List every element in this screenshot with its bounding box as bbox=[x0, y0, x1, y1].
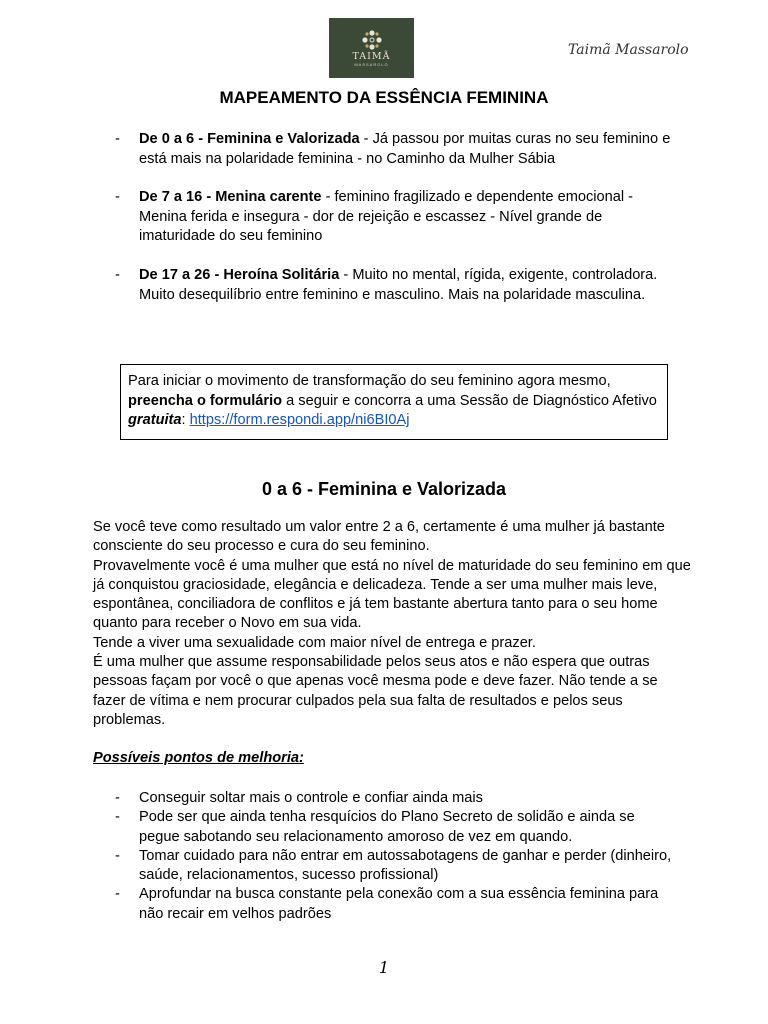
flower-logo-icon bbox=[361, 29, 383, 51]
list-item: - Conseguir soltar mais o controle e confiar ainda mais bbox=[115, 790, 483, 806]
logo-subtitle: MASSAROLO bbox=[354, 62, 389, 67]
callout-text: Para iniciar o movimento de transformação do seu feminino agora mesmo, bbox=[128, 373, 611, 389]
score-ranges-list bbox=[115, 130, 675, 324]
range-text: - Muito no mental, rígida, exigente, controladora. Muito desequilíbrio entre feminino e masculino. Mais na polaridade masculina. bbox=[139, 266, 658, 303]
range-text: - Já passou por muitas curas no seu feminino e está mais na polaridade feminina - no Caminho da Mulher Sábia bbox=[139, 131, 671, 167]
improvements-list bbox=[115, 789, 675, 924]
improvement-text: Tomar cuidado para não entrar em autossabotagens de ganhar e perder (dinheiro, saúde, relacionamentos, sucesso profissional) bbox=[139, 847, 672, 884]
callout-text: a seguir e concorra a uma Sessão de Diagnóstico Afetivo bbox=[282, 392, 657, 409]
callout-bold-text: preencha o formulário bbox=[128, 392, 283, 409]
form-link[interactable]: https://form.respondi.app/ni6BI0Aj bbox=[189, 412, 410, 429]
paragraph: É uma mulher que assume responsabilidade pelos seus atos e não espera que outras pessoas façam por você o que apenas você mesma pode e deve fazer. Não tende a se fazer de vítima e nem procurar culpados pela sua falta de resultados e pelos seus problemas. bbox=[93, 654, 658, 728]
logo-name: TAIMÃ bbox=[352, 51, 391, 62]
range-label: De 7 a 16 - Menina carente bbox=[139, 189, 322, 206]
paragraph: Tende a viver uma sexualidade com maior nível de entrega e prazer. bbox=[93, 634, 536, 651]
callout-text: : bbox=[181, 412, 190, 429]
section-title: 0 a 6 - Feminina e Valorizada bbox=[261, 479, 507, 499]
list-item: - Pode ser que ainda tenha resquícios do Plano Secreto de solidão e ainda se pegue sabotando seu relacionamento amoroso de vez em quando. bbox=[115, 809, 635, 845]
list-item: - De 7 a 16 - Menina carente - feminino fragilizado e dependente emocional - Menina ferida e insegura - dor de rejeição e escassez - Nível grande de imaturidade do seu feminino bbox=[115, 189, 634, 245]
list-item: - Aprofundar na busca constante pela conexão com a sua essência feminina para não recair em velhos padrões bbox=[115, 886, 659, 922]
list-item: - Tomar cuidado para não entrar em autossabotagens de ganhar e perder (dinheiro, saúde, relacionamentos, sucesso profissional) bbox=[115, 847, 672, 884]
callout-emphasis: gratuita bbox=[128, 412, 182, 429]
brand-logo bbox=[329, 18, 414, 78]
document-title: MAPEAMENTO DA ESSÊNCIA FEMININA bbox=[219, 88, 549, 107]
signature: Taimã Massarolo bbox=[568, 42, 689, 58]
list-item: - De 17 a 26 - Heroína Solitária - Muito no mental, rígida, exigente, controladora. Muito desequilíbrio entre feminino e masculino. Mais na polaridade masculina. bbox=[115, 266, 658, 303]
list-item: - De 0 a 6 - Feminina e Valorizada - Já passou por muitas curas no seu feminino e está mais na polaridade feminina - no Caminho da Mulher Sábia bbox=[115, 131, 671, 167]
section-body bbox=[93, 518, 693, 730]
paragraph: Se você teve como resultado um valor entre 2 a 6, certamente é uma mulher já bastante consciente do seu processo e cura do seu feminino. bbox=[93, 519, 665, 555]
range-label: De 17 a 26 - Heroína Solitária bbox=[139, 266, 340, 283]
form-callout-box bbox=[120, 364, 668, 440]
improvement-text: Conseguir soltar mais o controle e confiar ainda mais bbox=[139, 790, 483, 806]
page-number: 1 bbox=[378, 958, 390, 977]
paragraph: Provavelmente você é uma mulher que está no nível de maturidade do seu feminino em que já conquistou graciosidade, elegância e delicadeza. Tende a ser uma mulher mais leve, espontânea, conciliadora de conflitos e já tem bastante abertura tanto para o seu home quanto para receber o Novo em sua vida. bbox=[93, 557, 691, 632]
range-text: - feminino fragilizado e dependente emocional - Menina ferida e insegura - dor de rejeição e escassez - Nível grande de imaturidade do seu feminino bbox=[139, 189, 634, 245]
improvements-heading: Possíveis pontos de melhoria: bbox=[93, 750, 304, 766]
improvement-text: Aprofundar na busca constante pela conexão com a sua essência feminina para não recair em velhos padrões bbox=[139, 886, 659, 922]
range-label: De 0 a 6 - Feminina e Valorizada bbox=[139, 131, 360, 147]
improvement-text: Pode ser que ainda tenha resquícios do Plano Secreto de solidão e ainda se pegue sabotando seu relacionamento amoroso de vez em quando. bbox=[139, 809, 635, 845]
